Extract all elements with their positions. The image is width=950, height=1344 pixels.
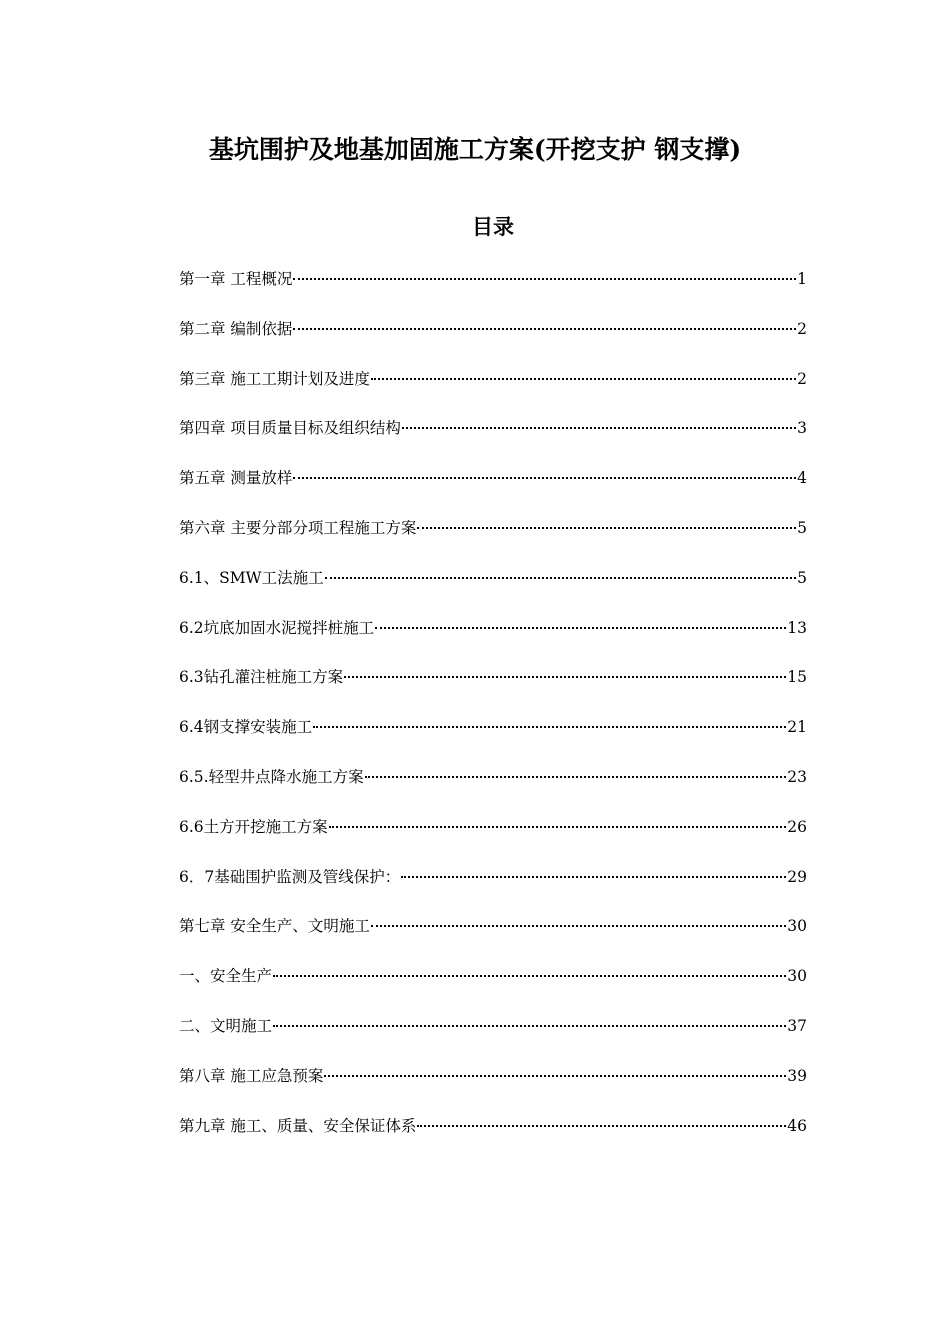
toc-entry-label: 第五章 测量放样 — [179, 469, 293, 488]
toc-entry-page: 4 — [797, 469, 807, 488]
toc-entry-label: 6.1、SMW工法施工 — [179, 568, 324, 587]
toc-entry-label: 6.4钢支撑安装施工 — [179, 718, 313, 737]
toc-entry-page: 39 — [787, 1066, 807, 1085]
toc-dot-leader — [402, 409, 796, 429]
toc-entry-page: 26 — [787, 817, 807, 836]
toc-entry-page: 46 — [787, 1116, 807, 1135]
toc-dot-leader — [324, 1057, 786, 1077]
toc-entry-page: 1 — [797, 270, 807, 288]
toc-entry[interactable] — [179, 662, 807, 712]
toc-entry-label: 第八章 施工应急预案 — [179, 1066, 324, 1085]
toc-dot-leader — [313, 708, 786, 728]
toc-dot-leader — [293, 310, 796, 330]
toc-entry-page: 23 — [787, 767, 807, 786]
toc-entry[interactable] — [179, 314, 807, 364]
document-title: 基坑围护及地基加固施工方案(开挖支护 钢支撑) — [208, 135, 742, 164]
toc-entry[interactable] — [179, 1111, 807, 1161]
toc-dot-leader — [375, 609, 786, 629]
toc-dot-leader — [293, 459, 796, 479]
toc-entry-label: 6.2坑底加固水泥搅拌桩施工 — [179, 618, 375, 637]
toc-entry-label: 第一章 工程概况 — [179, 270, 293, 288]
toc-entry[interactable] — [179, 563, 807, 613]
toc-entry[interactable] — [179, 364, 807, 414]
toc-entry[interactable] — [179, 911, 807, 961]
toc-dot-leader — [365, 758, 787, 778]
toc-dot-leader — [329, 808, 787, 828]
toc-entry-page: 21 — [787, 718, 807, 737]
toc-dot-leader — [273, 1007, 786, 1027]
toc-entry[interactable] — [179, 264, 807, 314]
toc-entry-label: 6．7基础围护监测及管线保护： — [179, 867, 401, 886]
toc-entry-label: 第四章 项目质量目标及组织结构 — [179, 419, 401, 438]
toc-entry[interactable] — [179, 513, 807, 563]
toc-entry-page: 2 — [797, 369, 807, 388]
toc-dot-leader — [417, 1107, 786, 1127]
toc-entry[interactable] — [179, 413, 807, 463]
toc-dot-leader — [273, 957, 786, 977]
toc-entry-page: 13 — [787, 618, 807, 637]
toc-entry-page: 37 — [787, 1016, 807, 1035]
toc-entry-page: 30 — [787, 967, 807, 986]
toc-entry-label: 第二章 编制依据 — [179, 319, 293, 338]
toc-entry-page: 5 — [797, 518, 807, 537]
toc-entry[interactable] — [179, 862, 807, 912]
toc-dot-leader — [417, 509, 796, 529]
toc-entry-label: 6.5.轻型井点降水施工方案 — [179, 767, 364, 786]
toc-entry[interactable] — [179, 613, 807, 663]
toc-entry-label: 第九章 施工、质量、安全保证体系 — [179, 1116, 417, 1135]
toc-entry-label: 6.3钻孔灌注桩施工方案 — [179, 668, 344, 687]
toc-entry-page: 15 — [787, 668, 807, 687]
toc-entry[interactable] — [179, 762, 807, 812]
toc-entry-label: 第七章 安全生产、文明施工 — [179, 917, 370, 936]
toc-entry-page: 5 — [797, 568, 807, 587]
toc-entry-label: 6.6土方开挖施工方案 — [179, 817, 328, 836]
toc-entry[interactable] — [179, 961, 807, 1011]
toc-entry-page: 3 — [797, 419, 807, 438]
toc-entry-page: 29 — [787, 867, 807, 886]
toc-dot-leader — [325, 559, 797, 579]
toc-dot-leader — [371, 360, 796, 380]
toc-dot-leader — [371, 907, 786, 927]
toc-entry[interactable] — [179, 463, 807, 513]
toc-entry-label: 第三章 施工工期计划及进度 — [179, 369, 370, 388]
toc-entry-label: 二、文明施工 — [179, 1016, 273, 1035]
toc-entry[interactable] — [179, 1061, 807, 1111]
toc-dot-leader — [401, 858, 786, 878]
toc-entry-page: 30 — [787, 917, 807, 936]
toc-entry[interactable] — [179, 712, 807, 762]
toc-entry[interactable] — [179, 1011, 807, 1061]
toc-heading: 目录 — [472, 214, 514, 239]
toc-entry[interactable] — [179, 812, 807, 862]
toc-entry-page: 2 — [797, 319, 807, 338]
toc-dot-leader — [293, 260, 796, 280]
table-of-contents — [179, 264, 807, 1160]
toc-dot-leader — [344, 658, 786, 678]
toc-entry-label: 第六章 主要分部分项工程施工方案 — [179, 518, 417, 537]
toc-entry-label: 一、安全生产 — [179, 967, 273, 986]
